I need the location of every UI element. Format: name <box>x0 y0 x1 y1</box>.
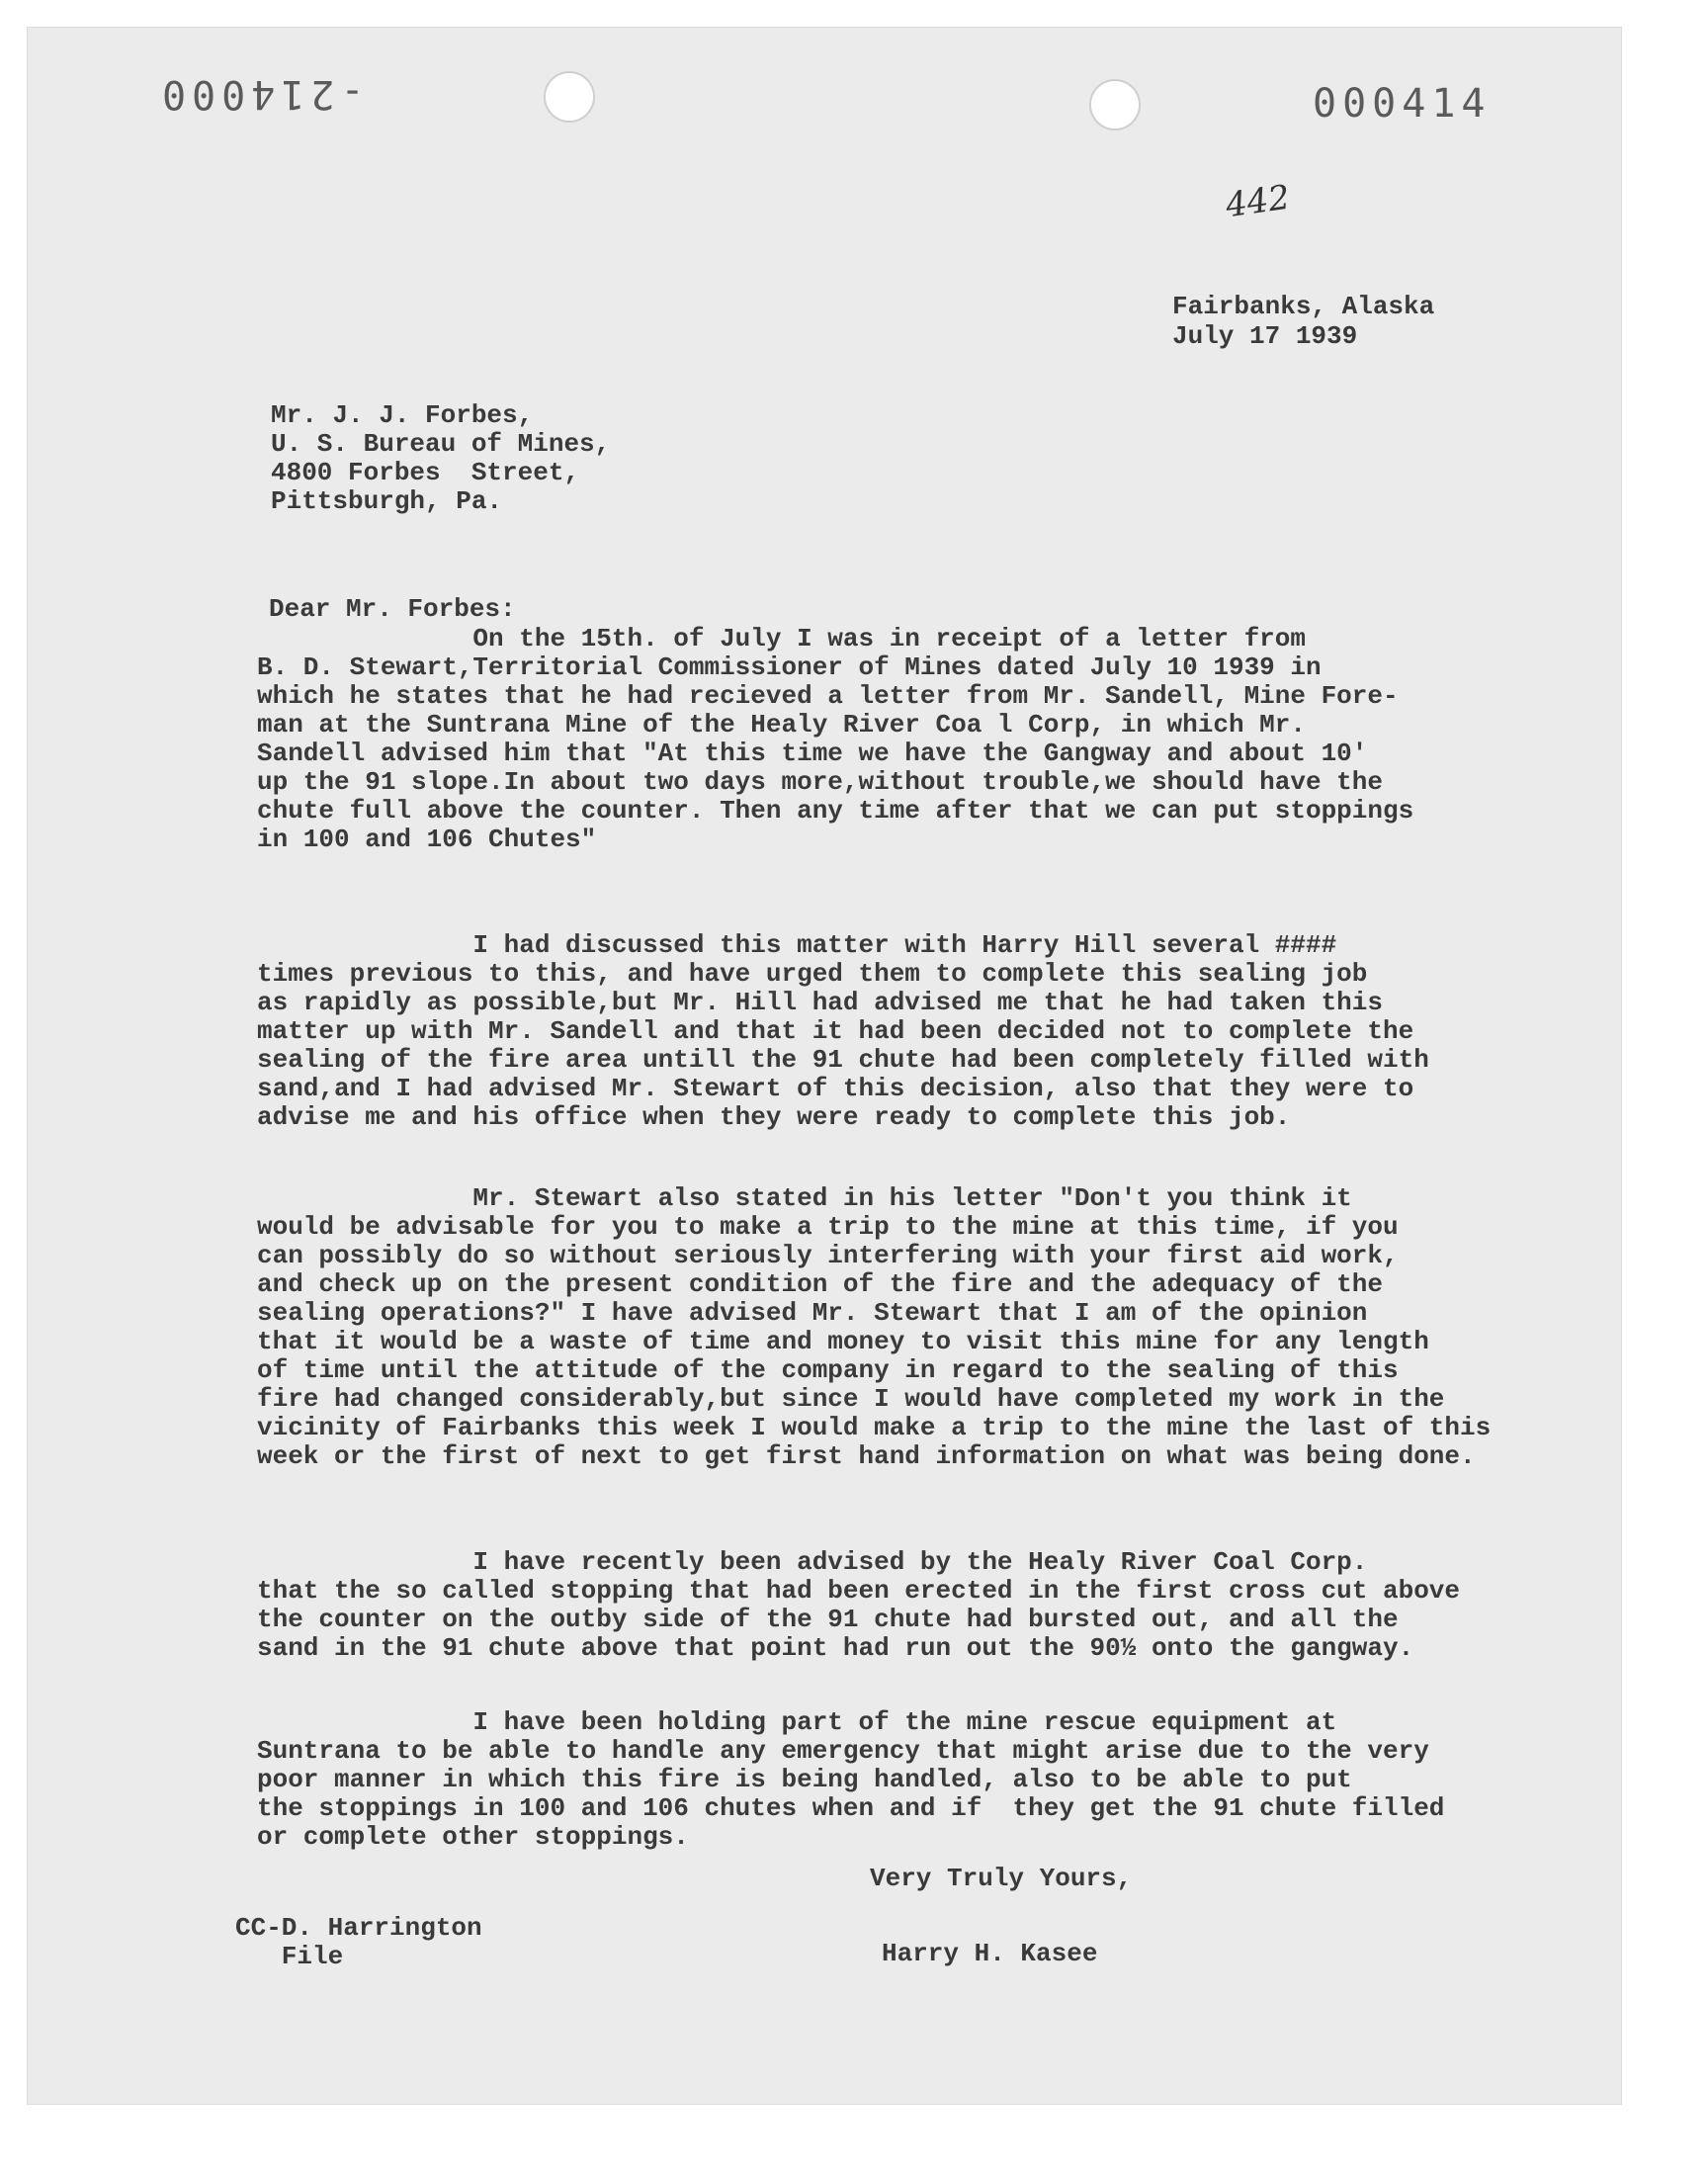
recipient-line: U. S. Bureau of Mines, <box>271 429 611 459</box>
letter-date: July 17 1939 <box>1172 321 1358 351</box>
paragraph-3 <box>257 1184 1491 1471</box>
paragraph-line: vicinity of Fairbanks this week I would make a trip to the mine the last of this <box>257 1413 1492 1442</box>
carbon-copy-list <box>235 1914 482 1971</box>
recipient-line: 4800 Forbes Street, <box>271 458 580 487</box>
paragraph-line: sealing operations?" I have advised Mr. Stewart that I am of the opinion <box>257 1298 1368 1328</box>
paragraph-line: advise me and his office when they were ready to complete this job. <box>257 1102 1291 1132</box>
paragraph-line: On the 15th. of July I was in receipt of a letter from <box>257 624 1306 653</box>
paragraph-line: and check up on the present condition of the fire and the adequacy of the <box>257 1269 1383 1299</box>
letter-place: Fairbanks, Alaska <box>1172 292 1435 321</box>
punch-hole-left <box>544 71 595 123</box>
recipient-line: Pittsburgh, Pa. <box>271 486 503 516</box>
closing: Very Truly Yours, <box>870 1864 1133 1893</box>
paragraph-line: that it would be a waste of time and money to visit this mine for any length <box>257 1327 1429 1356</box>
paragraph-line: fire had changed considerably,but since I would have completed my work in the <box>257 1384 1445 1414</box>
paragraph-line: week or the first of next to get first hand information on what was being done. <box>257 1441 1476 1471</box>
cc-line: File <box>235 1942 344 1971</box>
paragraph-line: as rapidly as possible,but Mr. Hill had advised me that he had taken this <box>257 988 1383 1017</box>
paragraph-line: matter up with Mr. Sandell and that it had been decided not to complete the <box>257 1016 1414 1046</box>
paragraph-line: would be advisable for you to make a trip to the mine at this time, if you <box>257 1212 1399 1242</box>
paragraph-5 <box>257 1708 1444 1852</box>
cc-line: CC-D. Harrington <box>235 1913 482 1943</box>
paragraph-line: I have recently been advised by the Healy River Coal Corp. <box>257 1547 1368 1577</box>
paragraph-line: up the 91 slope.In about two days more,without trouble,we should have the <box>257 767 1383 797</box>
paragraph-line: B. D. Stewart,Territorial Commissioner of Mines dated July 10 1939 in <box>257 652 1322 682</box>
salutation: Dear Mr. Forbes: <box>269 594 516 624</box>
paragraph-line: can possibly do so without seriously interfering with your first aid work, <box>257 1241 1399 1270</box>
paragraph-line: poor manner in which this fire is being handled, also to be able to put <box>257 1765 1352 1794</box>
paragraph-line: sand in the 91 chute above that point had run out the 90½ onto the gangway. <box>257 1633 1414 1663</box>
handwritten-page-number: 442 <box>1223 177 1293 226</box>
paragraph-line: of time until the attitude of the company in regard to the sealing of this <box>257 1355 1399 1385</box>
paragraph-line: the counter on the outby side of the 91 chute had bursted out, and all the <box>257 1605 1399 1634</box>
paragraph-line: chute full above the counter. Then any time after that we can put stoppings <box>257 796 1414 826</box>
document-page <box>28 28 1621 2104</box>
paragraph-line: I have been holding part of the mine rescue equipment at <box>257 1707 1337 1737</box>
paragraph-2 <box>257 931 1429 1132</box>
paragraph-line: Suntrana to be able to handle any emergency that might arise due to the very <box>257 1736 1429 1766</box>
paragraph-line: in 100 and 106 Chutes" <box>257 825 597 854</box>
punch-hole-right <box>1089 79 1141 130</box>
document-number-left: -214000 <box>156 71 365 117</box>
recipient-address <box>271 401 610 516</box>
paragraph-line: Mr. Stewart also stated in his letter "Don't you think it <box>257 1183 1352 1213</box>
paragraph-line: I had discussed this matter with Harry Hill several #### <box>257 930 1337 960</box>
paragraph-line: or complete other stoppings. <box>257 1822 689 1852</box>
paragraph-line: which he states that he had recieved a letter from Mr. Sandell, Mine Fore- <box>257 681 1399 711</box>
paragraph-line: sealing of the fire area untill the 91 chute had been completely filled with <box>257 1045 1429 1075</box>
document-number-right: 000414 <box>1313 81 1492 127</box>
paragraph-4 <box>257 1548 1460 1663</box>
paragraph-line: sand,and I had advised Mr. Stewart of this decision, also that they were to <box>257 1074 1414 1103</box>
paragraph-line: Sandell advised him that "At this time we have the Gangway and about 10' <box>257 739 1368 768</box>
paragraph-1 <box>257 625 1413 854</box>
paragraph-line: man at the Suntrana Mine of the Healy River Coa l Corp, in which Mr. <box>257 710 1306 740</box>
recipient-line: Mr. J. J. Forbes, <box>271 400 534 430</box>
paragraph-line: times previous to this, and have urged them to complete this sealing job <box>257 959 1368 989</box>
signature-name: Harry H. Kasee <box>882 1939 1098 1968</box>
paragraph-line: the stoppings in 100 and 106 chutes when and if they get the 91 chute filled <box>257 1793 1445 1823</box>
paragraph-line: that the so called stopping that had been erected in the first cross cut above <box>257 1576 1460 1606</box>
